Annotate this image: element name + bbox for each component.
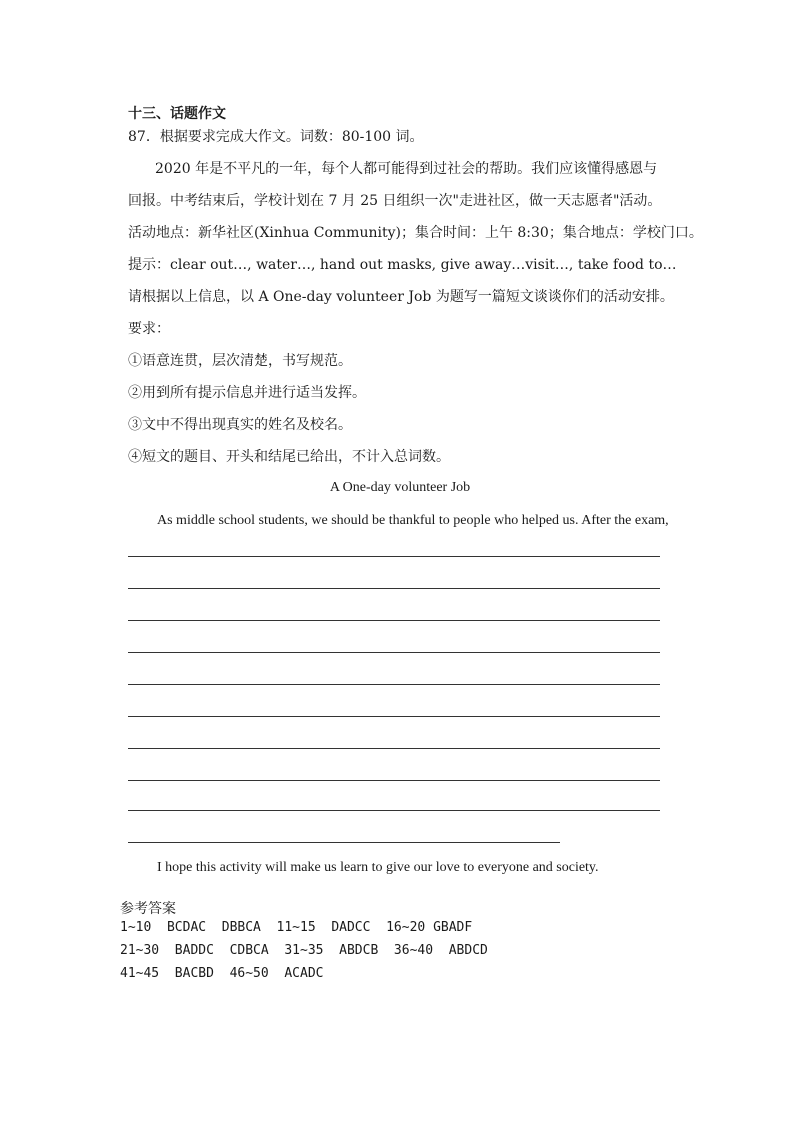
writing-line[interactable]	[128, 652, 660, 653]
question-paragraph-line-2: 回报。中考结束后，学校计划在 7 月 25 日组织一次"走进社区，做一天志愿者"活动。	[128, 193, 662, 209]
writing-line[interactable]	[128, 556, 660, 557]
requirement-item: ③文中不得出现真实的姓名及校名。	[128, 417, 352, 433]
answers-title: 参考答案	[120, 901, 176, 917]
writing-line[interactable]	[128, 716, 660, 717]
answer-row: 1~10 BCDAC DBBCA 11~15 DADCC 16~20 GBADF	[120, 920, 473, 935]
writing-line[interactable]	[128, 588, 660, 589]
writing-line[interactable]	[128, 620, 660, 621]
requirement-item: ①语意连贯，层次清楚，书写规范。	[128, 353, 352, 369]
instruction-line: 请根据以上信息，以 A One-day volunteer Job 为题写一篇短文谈谈你们的活动安排。	[128, 289, 674, 305]
requirement-item: ②用到所有提示信息并进行适当发挥。	[128, 385, 366, 401]
answer-row: 41~45 BACBD 46~50 ACADC	[120, 966, 324, 981]
writing-line[interactable]	[128, 810, 660, 811]
writing-line[interactable]	[128, 684, 660, 685]
writing-line[interactable]	[128, 842, 560, 843]
requirement-item: ④短文的题目、开头和结尾已给出，不计入总词数。	[128, 449, 450, 465]
writing-line[interactable]	[128, 780, 660, 781]
requirements-label: 要求：	[128, 321, 170, 337]
essay-closing: I hope this activity will make us learn to give our love to everyone and society.	[157, 860, 599, 875]
answer-row: 21~30 BADDC CDBCA 31~35 ABDCB 36~40 ABDCD	[120, 943, 488, 958]
question-paragraph-line-1: 2020 年是不平凡的一年，每个人都可能得到过社会的帮助。我们应该懂得感恩与	[155, 161, 658, 177]
activity-info: 活动地点：新华社区(Xinhua Community)；集合时间：上午 8:30；集合地点：学校门口。	[128, 225, 703, 241]
essay-title: A One-day volunteer Job	[329, 480, 471, 495]
question-header: 87．根据要求完成大作文。词数：80-100 词。	[128, 129, 424, 145]
writing-line[interactable]	[128, 748, 660, 749]
section-title: 十三、话题作文	[128, 106, 226, 122]
hints-line: 提示：clear out…, water…, hand out masks, give away…visit…, take food to…	[128, 257, 677, 273]
essay-opening: As middle school students, we should be thankful to people who helped us. After the exam,	[157, 513, 669, 528]
